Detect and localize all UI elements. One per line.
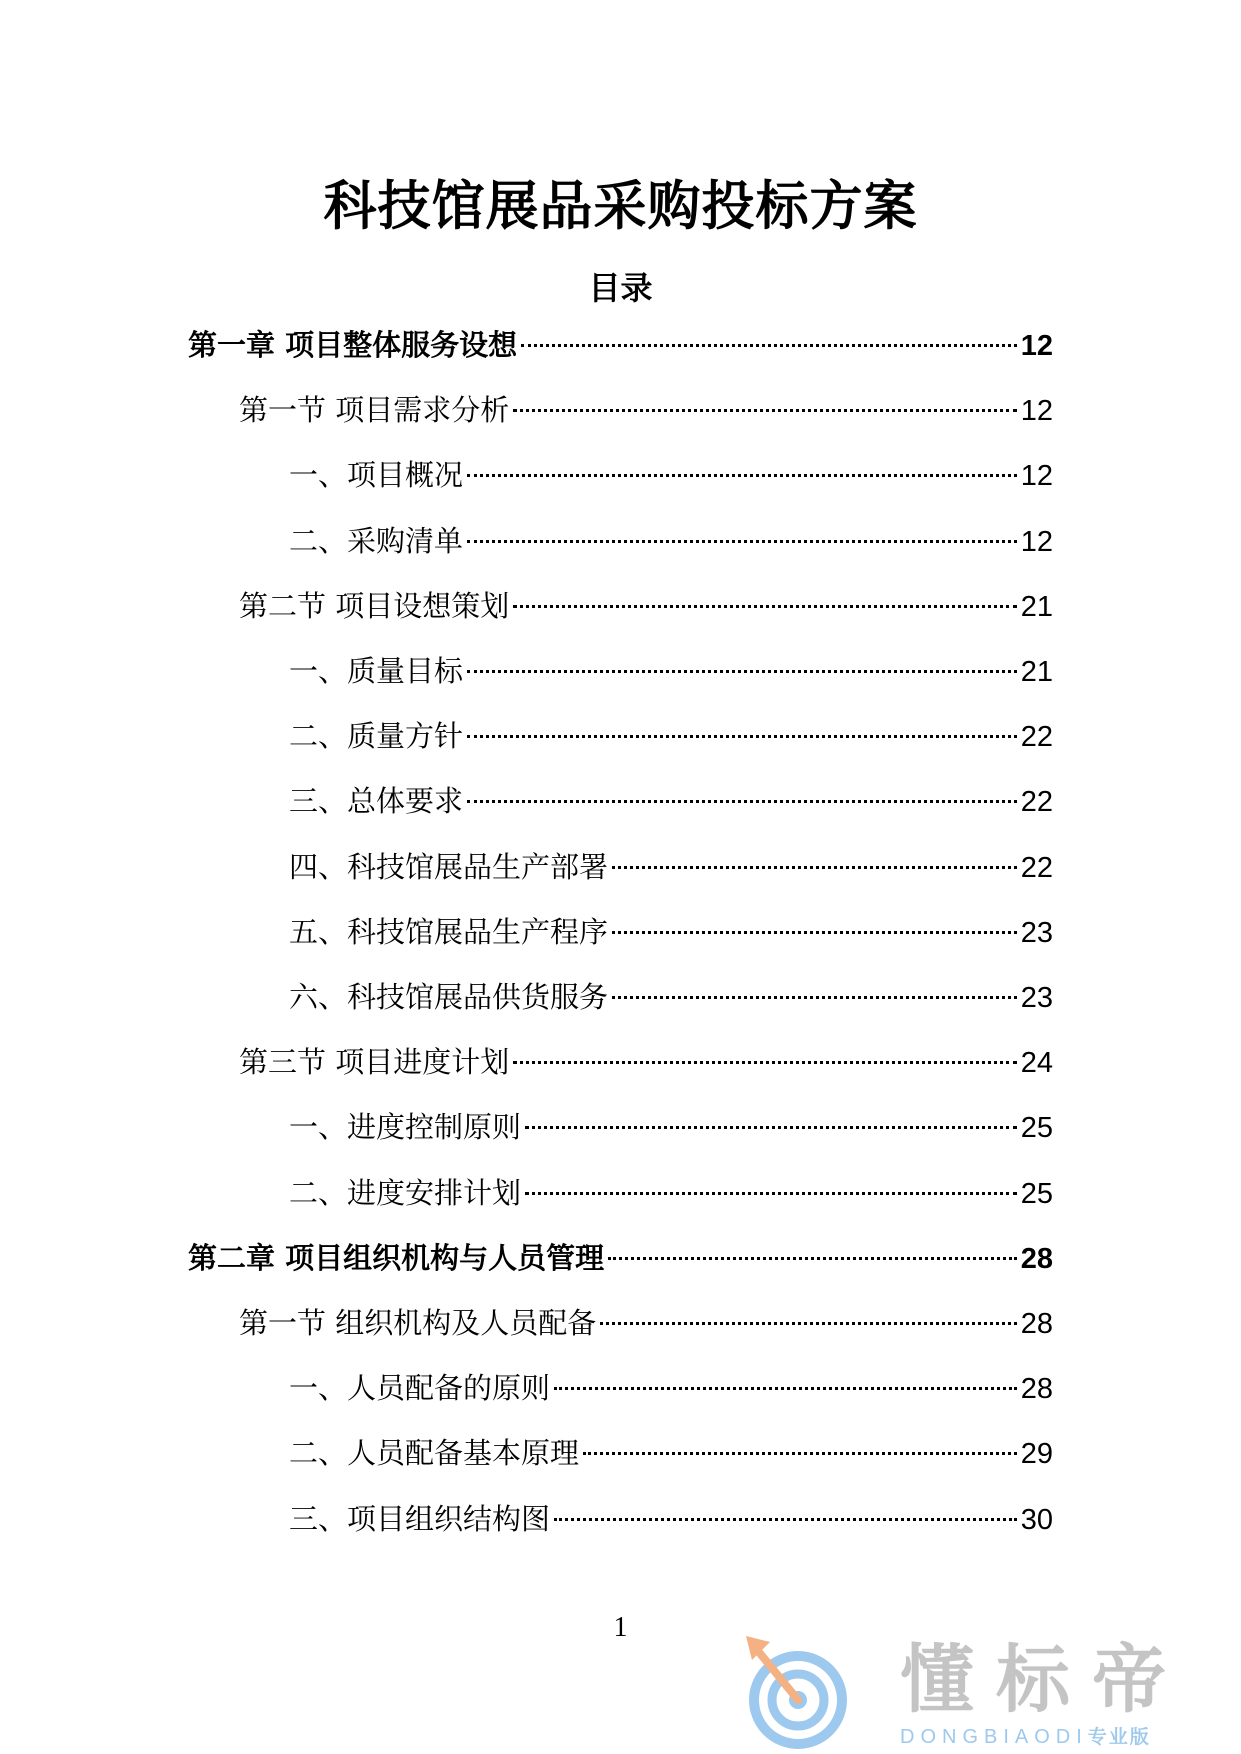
toc-dot-leader <box>525 1192 1017 1195</box>
watermark-edition: 专业版 <box>1087 1726 1151 1748</box>
toc-dot-leader <box>521 344 1017 347</box>
toc-entry-label: 第一章 项目整体服务设想 <box>188 328 518 362</box>
toc-entry-label: 一、人员配备的原则 <box>289 1371 551 1405</box>
toc-entry-page: 30 <box>1020 1504 1053 1536</box>
toc-entry-label: 四、科技馆展品生产部署 <box>289 850 609 884</box>
toc-entry[interactable] <box>289 907 1053 957</box>
toc-entry[interactable] <box>289 1102 1053 1152</box>
toc-entry[interactable] <box>239 1298 1053 1348</box>
toc-entry-page: 28 <box>1020 1373 1053 1405</box>
toc-entry[interactable] <box>289 972 1053 1022</box>
toc-entry-label: 五、科技馆展品生产程序 <box>289 915 609 949</box>
toc-entry-label: 第一节 项目需求分析 <box>239 393 510 427</box>
toc-entry-page: 21 <box>1020 656 1053 688</box>
toc-entry-page: 24 <box>1020 1047 1053 1079</box>
toc-dot-leader <box>612 996 1017 999</box>
toc-entry-label: 第一节 组织机构及人员配备 <box>239 1306 597 1340</box>
toc-entry-page: 12 <box>1020 460 1053 492</box>
watermark-pinyin: DONGBIAODI <box>900 1726 1088 1748</box>
toc-entry-page: 22 <box>1020 721 1053 753</box>
toc-dot-leader <box>612 931 1017 934</box>
toc-entry[interactable] <box>289 711 1053 761</box>
toc-entry-label: 第二节 项目设想策划 <box>239 589 510 623</box>
toc-entry-page: 22 <box>1020 786 1053 818</box>
toc-entry-label: 第三节 项目进度计划 <box>239 1045 510 1079</box>
toc-entry-label: 二、采购清单 <box>289 524 464 558</box>
toc-entry[interactable] <box>289 1168 1053 1218</box>
toc-dot-leader <box>608 1257 1017 1260</box>
toc-dot-leader <box>583 1452 1017 1455</box>
toc-dot-leader <box>513 605 1017 608</box>
toc-dot-leader <box>600 1322 1017 1325</box>
toc-entry[interactable] <box>188 320 1053 370</box>
toc-entry-page: 23 <box>1020 917 1053 949</box>
toc-entry-page: 28 <box>1020 1308 1053 1340</box>
toc-entry-page: 12 <box>1020 330 1053 362</box>
watermark <box>740 1634 1235 1752</box>
toc-dot-leader <box>554 1518 1017 1521</box>
watermark-brand: 懂标帝 <box>900 1637 1188 1723</box>
toc-entry[interactable] <box>289 1494 1053 1544</box>
toc-entry[interactable] <box>239 1037 1053 1087</box>
toc-entry[interactable] <box>289 450 1053 500</box>
toc-entry-label: 三、项目组织结构图 <box>289 1502 551 1536</box>
toc-entry-label: 六、科技馆展品供货服务 <box>289 980 609 1014</box>
watermark-subline <box>900 1724 1151 1751</box>
toc-entry-label: 二、质量方针 <box>289 719 464 753</box>
toc-heading: 目录 <box>588 269 653 307</box>
toc-dot-leader <box>513 1061 1017 1064</box>
toc-dot-leader <box>554 1387 1017 1390</box>
toc-dot-leader <box>467 800 1017 803</box>
toc-entry[interactable] <box>188 1233 1053 1283</box>
toc-entry[interactable] <box>239 385 1053 435</box>
toc-entry-label: 二、进度安排计划 <box>289 1176 522 1210</box>
page-number: 1 <box>613 1612 628 1643</box>
toc-entry-page: 28 <box>1020 1243 1053 1275</box>
toc-entry[interactable] <box>289 646 1053 696</box>
toc-dot-leader <box>612 866 1017 869</box>
toc-dot-leader <box>525 1126 1017 1129</box>
table-of-contents <box>0 320 1241 1550</box>
toc-dot-leader <box>467 474 1017 477</box>
toc-entry-label: 一、质量目标 <box>289 654 464 688</box>
toc-entry-page: 21 <box>1020 591 1053 623</box>
toc-dot-leader <box>467 670 1017 673</box>
toc-entry[interactable] <box>289 1428 1053 1478</box>
toc-entry-label: 二、人员配备基本原理 <box>289 1436 580 1470</box>
toc-dot-leader <box>467 540 1017 543</box>
toc-entry-page: 22 <box>1020 852 1053 884</box>
toc-dot-leader <box>513 409 1017 412</box>
toc-entry-page: 25 <box>1020 1112 1053 1144</box>
toc-entry-page: 12 <box>1020 395 1053 427</box>
target-arrow-icon <box>740 1634 870 1752</box>
toc-entry[interactable] <box>239 581 1053 631</box>
toc-entry[interactable] <box>289 842 1053 892</box>
toc-entry[interactable] <box>289 1363 1053 1413</box>
toc-entry-page: 23 <box>1020 982 1053 1014</box>
toc-entry-label: 一、项目概况 <box>289 458 464 492</box>
toc-entry-page: 29 <box>1020 1438 1053 1470</box>
toc-entry-page: 12 <box>1020 526 1053 558</box>
toc-entry[interactable] <box>289 516 1053 566</box>
toc-entry[interactable] <box>289 776 1053 826</box>
document-title: 科技馆展品采购投标方案 <box>323 176 918 237</box>
toc-entry-label: 三、总体要求 <box>289 784 464 818</box>
toc-entry-label: 一、进度控制原则 <box>289 1110 522 1144</box>
toc-entry-page: 25 <box>1020 1178 1053 1210</box>
toc-entry-label: 第二章 项目组织机构与人员管理 <box>188 1241 605 1275</box>
toc-dot-leader <box>467 735 1017 738</box>
